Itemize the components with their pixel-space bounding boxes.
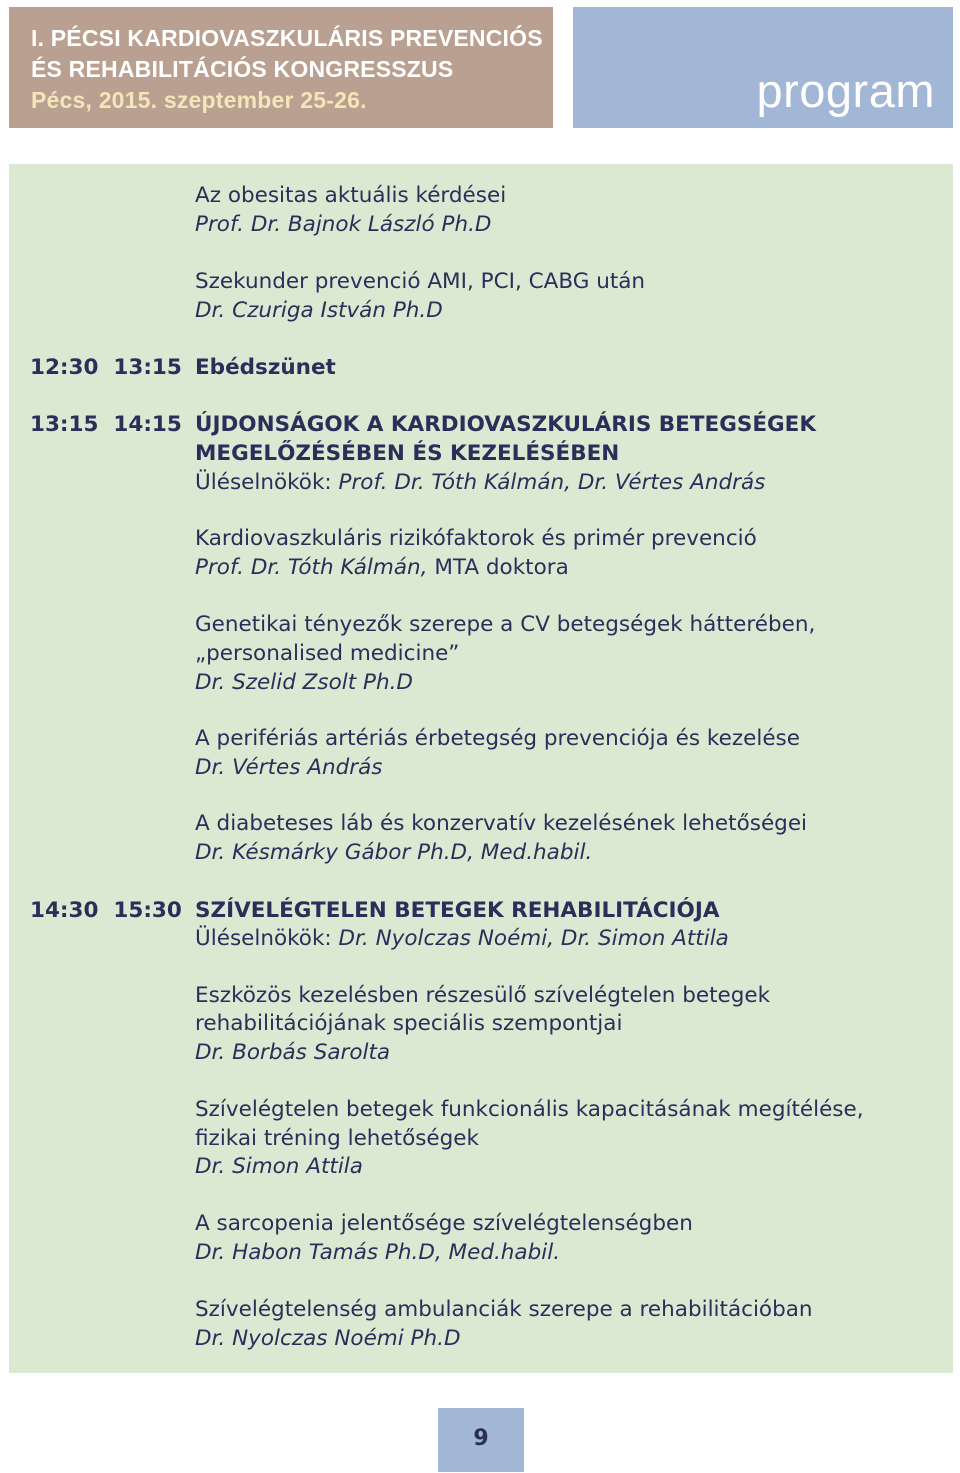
talk-author-line [195,553,569,582]
congress-title-line2: ÉS REHABILITÁCIÓS KONGRESSZUS [31,56,454,82]
session-title: Ebédszünet [195,355,336,380]
talk-title: A perifériás artériás érbetegség prevenciója és kezelése [195,726,800,751]
chairs-label: Üléselnökök: [195,926,332,951]
talk-title: „personalised medicine” [195,641,460,666]
program-panel [9,164,953,1373]
congress-date: Pécs, 2015. szeptember 25-26. [31,87,367,113]
talk-author: Dr. Nyolczas Noémi Ph.D [195,1326,461,1351]
session-title: MEGELŐZÉSÉBEN ÉS KEZELÉSÉBEN [195,441,620,466]
chairs-label: Üléselnökök: [195,470,332,495]
session-title: ÚJDONSÁGOK A KARDIOVASZKULÁRIS BETEGSÉGEK [195,412,817,437]
talk-author: Dr. Habon Tamás Ph.D, Med.habil. [195,1240,561,1265]
talk-title: A sarcopenia jelentősége szívelégtelenségben [195,1211,693,1236]
section-header [573,7,953,128]
session-time: 14:30 15:30 [30,898,182,923]
author-title: MTA doktora [434,555,569,580]
chairs-names: Dr. Nyolczas Noémi, Dr. Simon Attila [338,926,729,951]
talk-author: Dr. Borbás Sarolta [195,1040,391,1065]
talk-title: rehabilitációjának speciális szempontjai [195,1011,623,1036]
talk-title: A diabeteses láb és konzervatív kezelésének lehetőségei [195,811,808,836]
talk-author: Dr. Czuriga István Ph.D [195,298,443,323]
talk-title: fizikai tréning lehetőségek [195,1126,479,1151]
talk-author: Prof. Dr. Tóth Kálmán, [195,555,428,580]
talk-author: Dr. Szelid Zsolt Ph.D [195,670,413,695]
talk-author: Dr. Vértes András [195,755,383,780]
session-time: 13:15 14:15 [30,412,182,437]
talk-title: Szívelégtelen betegek funkcionális kapacitásának megítélése, [195,1097,864,1122]
talk-author: Prof. Dr. Bajnok László Ph.D [195,212,492,237]
session-chairs [195,468,765,497]
talk-title: Szekunder prevenció AMI, PCI, CABG után [195,269,646,294]
session-time: 12:30 13:15 [30,355,182,380]
congress-title-line1: I. PÉCSI KARDIOVASZKULÁRIS PREVENCIÓS [31,25,543,51]
talk-title: Szívelégtelenség ambulanciák szerepe a rehabilitációban [195,1297,813,1322]
talk-author: Dr. Simon Attila [195,1154,363,1179]
session-chairs [195,924,729,953]
page-number: 9 [438,1408,524,1472]
talk-title: Kardiovaszkuláris rizikófaktorok és primér prevenció [195,526,757,551]
talk-title: Genetikai tényezők szerepe a CV betegségek hátterében, [195,612,816,637]
talk-title: Az obesitas aktuális kérdései [195,183,507,208]
talk-author: Dr. Késmárky Gábor Ph.D, Med.habil. [195,840,593,865]
chairs-names: Prof. Dr. Tóth Kálmán, Dr. Vértes András [338,470,766,495]
talk-title: Eszközös kezelésben részesülő szívelégtelen betegek [195,983,771,1008]
section-label: program [756,64,935,117]
congress-header [9,7,553,128]
session-title: SZÍVELÉGTELEN BETEGEK REHABILITÁCIÓJA [195,898,720,923]
